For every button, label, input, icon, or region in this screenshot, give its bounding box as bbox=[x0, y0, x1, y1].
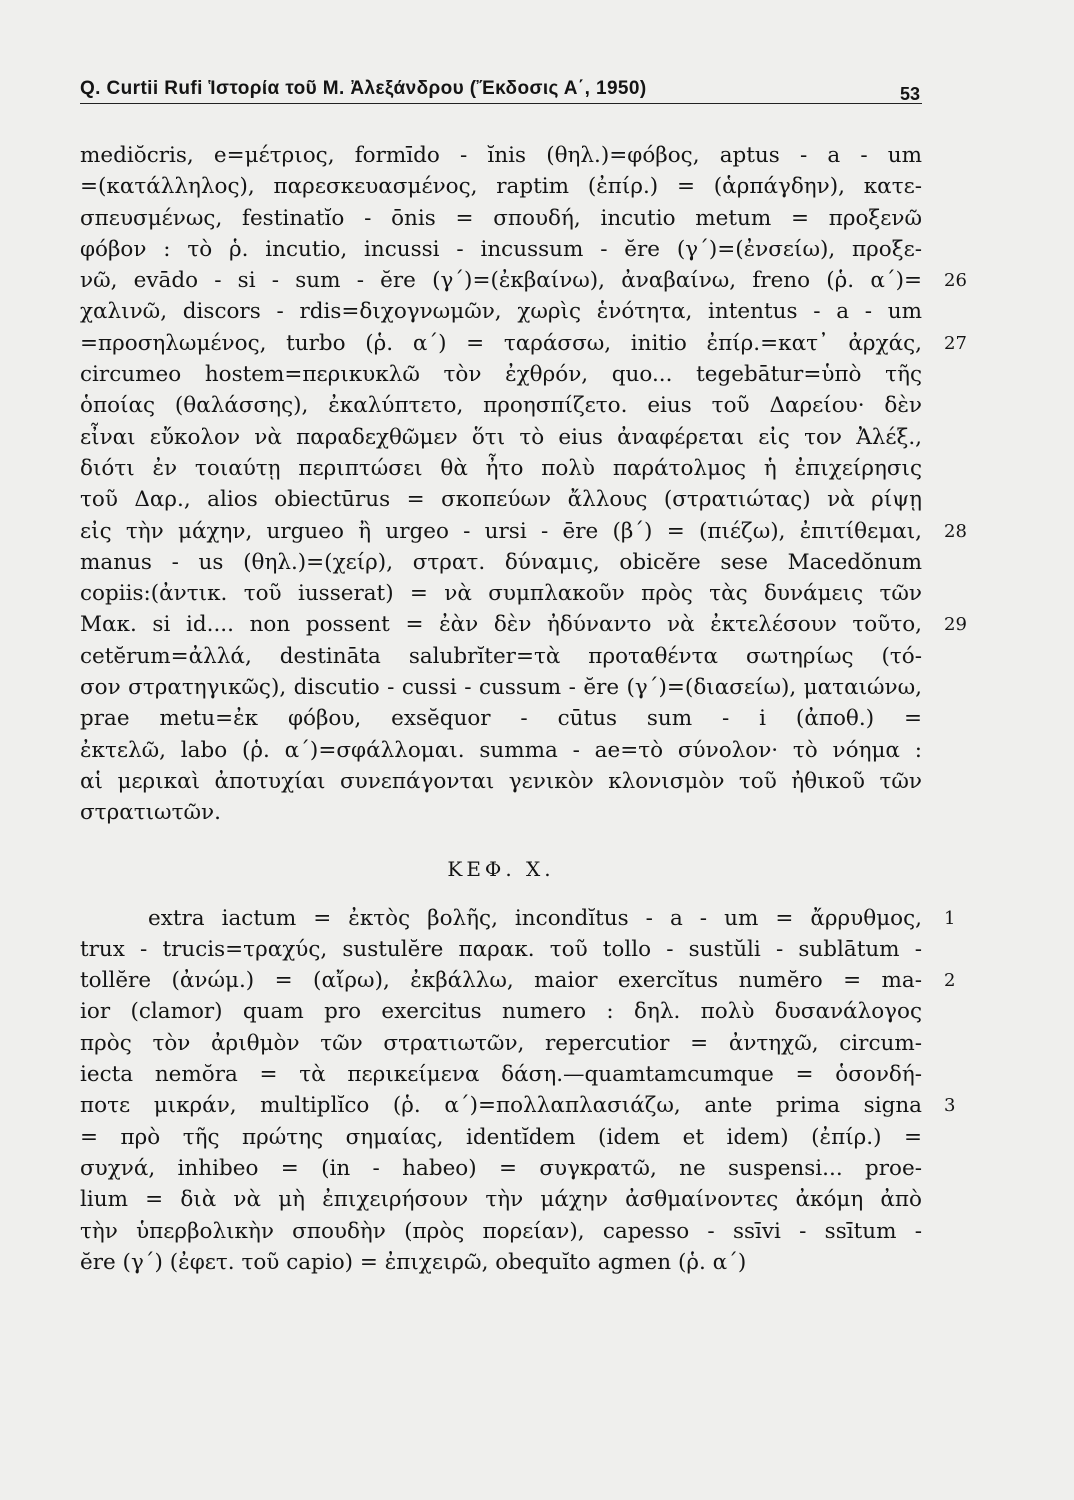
text-line bbox=[80, 1122, 922, 1153]
margin-section-number: 2 bbox=[944, 970, 956, 992]
line-text: circumeo hostem=περικυκλῶ τὸν ἐχθρόν, quo... tegebātur=ὑπὸ τῆς bbox=[80, 362, 922, 388]
text-line bbox=[80, 516, 967, 547]
line-text: ior (clamor) quam pro exercitus numero : δηλ. πολὺ δυσανάλογος bbox=[80, 999, 922, 1025]
margin-section-number: 3 bbox=[944, 1095, 956, 1117]
text-line bbox=[80, 265, 967, 296]
line-text: σπευσμένως, festinatĭo - ōnis = σπουδή, incutio metum = προξενῶ bbox=[80, 205, 922, 231]
line-text: στρατιωτῶν. bbox=[80, 800, 221, 826]
page-number: 53 bbox=[899, 84, 920, 104]
text-line bbox=[80, 359, 922, 390]
page-body bbox=[80, 140, 967, 1278]
text-line bbox=[80, 1090, 956, 1121]
text-line bbox=[80, 578, 922, 609]
text-line bbox=[80, 1153, 922, 1184]
text-line bbox=[80, 547, 922, 578]
text-line bbox=[80, 484, 922, 515]
line-text: εἰς τὴν μάχην, urgueo ἢ urgeo - ursi - ēre (β΄) = (πιέζω), ἐπιτίθεμαι, bbox=[80, 518, 922, 544]
line-text: συχνά, inhibeo = (in - habeo) = συγκρατῶ, ne suspensi... proe- bbox=[80, 1155, 922, 1181]
line-text: tollĕre (ἀνώμ.) = (αἴρω), ἐκβάλλω, maior exercĭtus numĕro = ma- bbox=[80, 968, 922, 994]
line-text: trux - trucis=τραχύς, sustulĕre παρακ. τοῦ tollo - sustŭli - sublātum - bbox=[80, 936, 922, 962]
line-text: αἱ μερικαὶ ἀποτυχίαι συνεπάγονται γενικὸν κλονισμὸν τοῦ ἠθικοῦ τῶν bbox=[80, 768, 922, 794]
line-text: prae metu=ἐκ φόβου, exsĕquor - cūtus sum - i (ἀποθ.) = bbox=[80, 706, 922, 732]
line-text: ἐκτελῶ, labo (ῥ. α΄)=σφάλλομαι. summa - ae=τὸ σύνολον· τὸ νόημα : bbox=[80, 737, 922, 763]
text-line bbox=[80, 797, 922, 828]
text-line bbox=[80, 766, 922, 797]
line-text: manus - us (θηλ.)=(χείρ), στρατ. δύναμις, obicĕre sese Macedŏnum bbox=[80, 549, 922, 575]
line-text: copiis:(ἀντικ. τοῦ iusserat) = νὰ συμπλακοῦν πρὸς τὰς δυνάμεις τῶν bbox=[80, 581, 922, 607]
line-text: mediŏcris, e=μέτριος, formīdo - ĭnis (θηλ.)=φόβος, aptus - a - um bbox=[80, 143, 922, 168]
line-text: πρὸς τὸν ἀριθμὸν τῶν στρατιωτῶν, repercutior = ἀντηχῶ, circum- bbox=[80, 1030, 922, 1056]
text-line bbox=[80, 703, 922, 734]
line-text: φόβον : τὸ ῥ. incutio, incussi - incussum - ĕre (γ΄)=(ἐνσείω), προξε- bbox=[80, 236, 922, 262]
text-line bbox=[80, 140, 922, 171]
text-line bbox=[80, 328, 967, 359]
margin-section-number: 1 bbox=[944, 907, 956, 929]
line-text: = πρὸ τῆς πρώτης σημαίας, identĭdem (idem et idem) (ἐπίρ.) = bbox=[80, 1124, 922, 1150]
line-text: σον στρατηγικῶς), discutio - cussi - cussum - ĕre (γ΄)=(διασείω), ματαιώνω, bbox=[80, 675, 922, 701]
text-line bbox=[80, 609, 967, 640]
text-line bbox=[80, 996, 922, 1027]
text-line bbox=[80, 1028, 922, 1059]
margin-section-number: 29 bbox=[944, 614, 967, 636]
text-line bbox=[80, 422, 922, 453]
line-text: extra iactum = ἐκτὸς βολῆς, incondĭtus - a - um = ἄρρυθμος, bbox=[148, 905, 922, 931]
line-text: Μακ. si id.... non possent = ἐὰν δὲν ἠδύναντο νὰ ἐκτελέσουν τοῦτο, bbox=[80, 612, 922, 638]
line-text: cetĕrum=ἀλλά, destināta salubrĭter=τὰ προταθέντα σωτηρίως (τό- bbox=[80, 643, 922, 669]
glossary-section-2 bbox=[80, 903, 956, 1279]
header-title: Q. Curtii Rufi Ἱστορία τοῦ Μ. Ἀλεξάνδρου (Ἔκδοσις Α΄, 1950) bbox=[80, 78, 647, 99]
text-line bbox=[80, 934, 922, 965]
text-line bbox=[80, 296, 922, 327]
running-header bbox=[80, 78, 922, 104]
text-line bbox=[80, 390, 922, 421]
text-line bbox=[80, 203, 922, 234]
line-text: εἶναι εὔκολον νὰ παραδεχθῶμεν ὅτι τὸ eius ἀναφέρεται εἰς τον Ἀλέξ., bbox=[80, 424, 922, 450]
text-line bbox=[80, 1247, 922, 1278]
text-line bbox=[80, 1184, 922, 1215]
chapter-heading: ΚΕΦ. Χ. bbox=[447, 856, 555, 881]
text-line bbox=[80, 641, 922, 672]
line-text: =προσηλωμένος, turbo (ῥ. α΄) = ταράσσω, initio ἐπίρ.=κατ᾽ ἀρχάς, bbox=[80, 330, 922, 356]
text-line bbox=[80, 903, 956, 934]
line-text: ĕre (γ΄) (ἐφετ. τοῦ capio) = ἐπιχειρῶ, obequĭto agmen (ῥ. α΄) bbox=[80, 1249, 747, 1275]
text-line bbox=[80, 672, 922, 703]
margin-section-number: 26 bbox=[944, 270, 967, 292]
line-text: διότι ἐν τοιαύτῃ περιπτώσει θὰ ἦτο πολὺ παράτολμος ἡ ἐπιχείρησις bbox=[80, 455, 922, 481]
line-text: νῶ, evādo - si - sum - ĕre (γ΄)=(ἐκβαίνω), ἀναβαίνω, freno (ῥ. α΄)= bbox=[80, 268, 922, 294]
line-text: lium = διὰ νὰ μὴ ἐπιχειρήσουν τὴν μάχην ἀσθμαίνοντες ἀκόμη ἀπὸ bbox=[80, 1187, 922, 1213]
line-text: =(κατάλληλος), παρεσκευασμένος, raptim (ἐπίρ.) = (ἁρπάγδην), κατε- bbox=[80, 174, 922, 200]
text-line bbox=[80, 1059, 922, 1090]
line-text: τὴν ὑπερβολικὴν σπουδὴν (πρὸς πορείαν), capesso - ssīvi - ssītum - bbox=[80, 1218, 922, 1244]
glossary-section-1 bbox=[80, 140, 967, 829]
text-line bbox=[80, 171, 922, 202]
line-text: iecta nemŏra = τὰ περικείμενα δάση.—quamtamcumque = ὁσονδή- bbox=[80, 1062, 922, 1088]
margin-section-number: 27 bbox=[944, 332, 967, 354]
text-line bbox=[80, 965, 956, 996]
line-text: τοῦ Δαρ., alios obiectūrus = σκοπεύων ἄλλους (στρατιώτας) νὰ ρίψῃ bbox=[80, 487, 922, 513]
text-line bbox=[80, 234, 922, 265]
text-line bbox=[80, 453, 922, 484]
line-text: ποτε μικράν, multiplĭco (ῥ. α΄)=πολλαπλασιάζω, ante prima signa bbox=[80, 1093, 922, 1119]
line-text: χαλινῶ, discors - rdis=διχογνωμῶν, χωρὶς ἑνότητα, intentus - a - um bbox=[80, 299, 922, 325]
text-line bbox=[80, 735, 922, 766]
line-text: ὁποίας (θαλάσσης), ἐκαλύπτετο, προησπίζετο. eius τοῦ Δαρείου· δὲν bbox=[80, 393, 922, 419]
text-line bbox=[80, 1216, 922, 1247]
margin-section-number: 28 bbox=[944, 520, 967, 542]
